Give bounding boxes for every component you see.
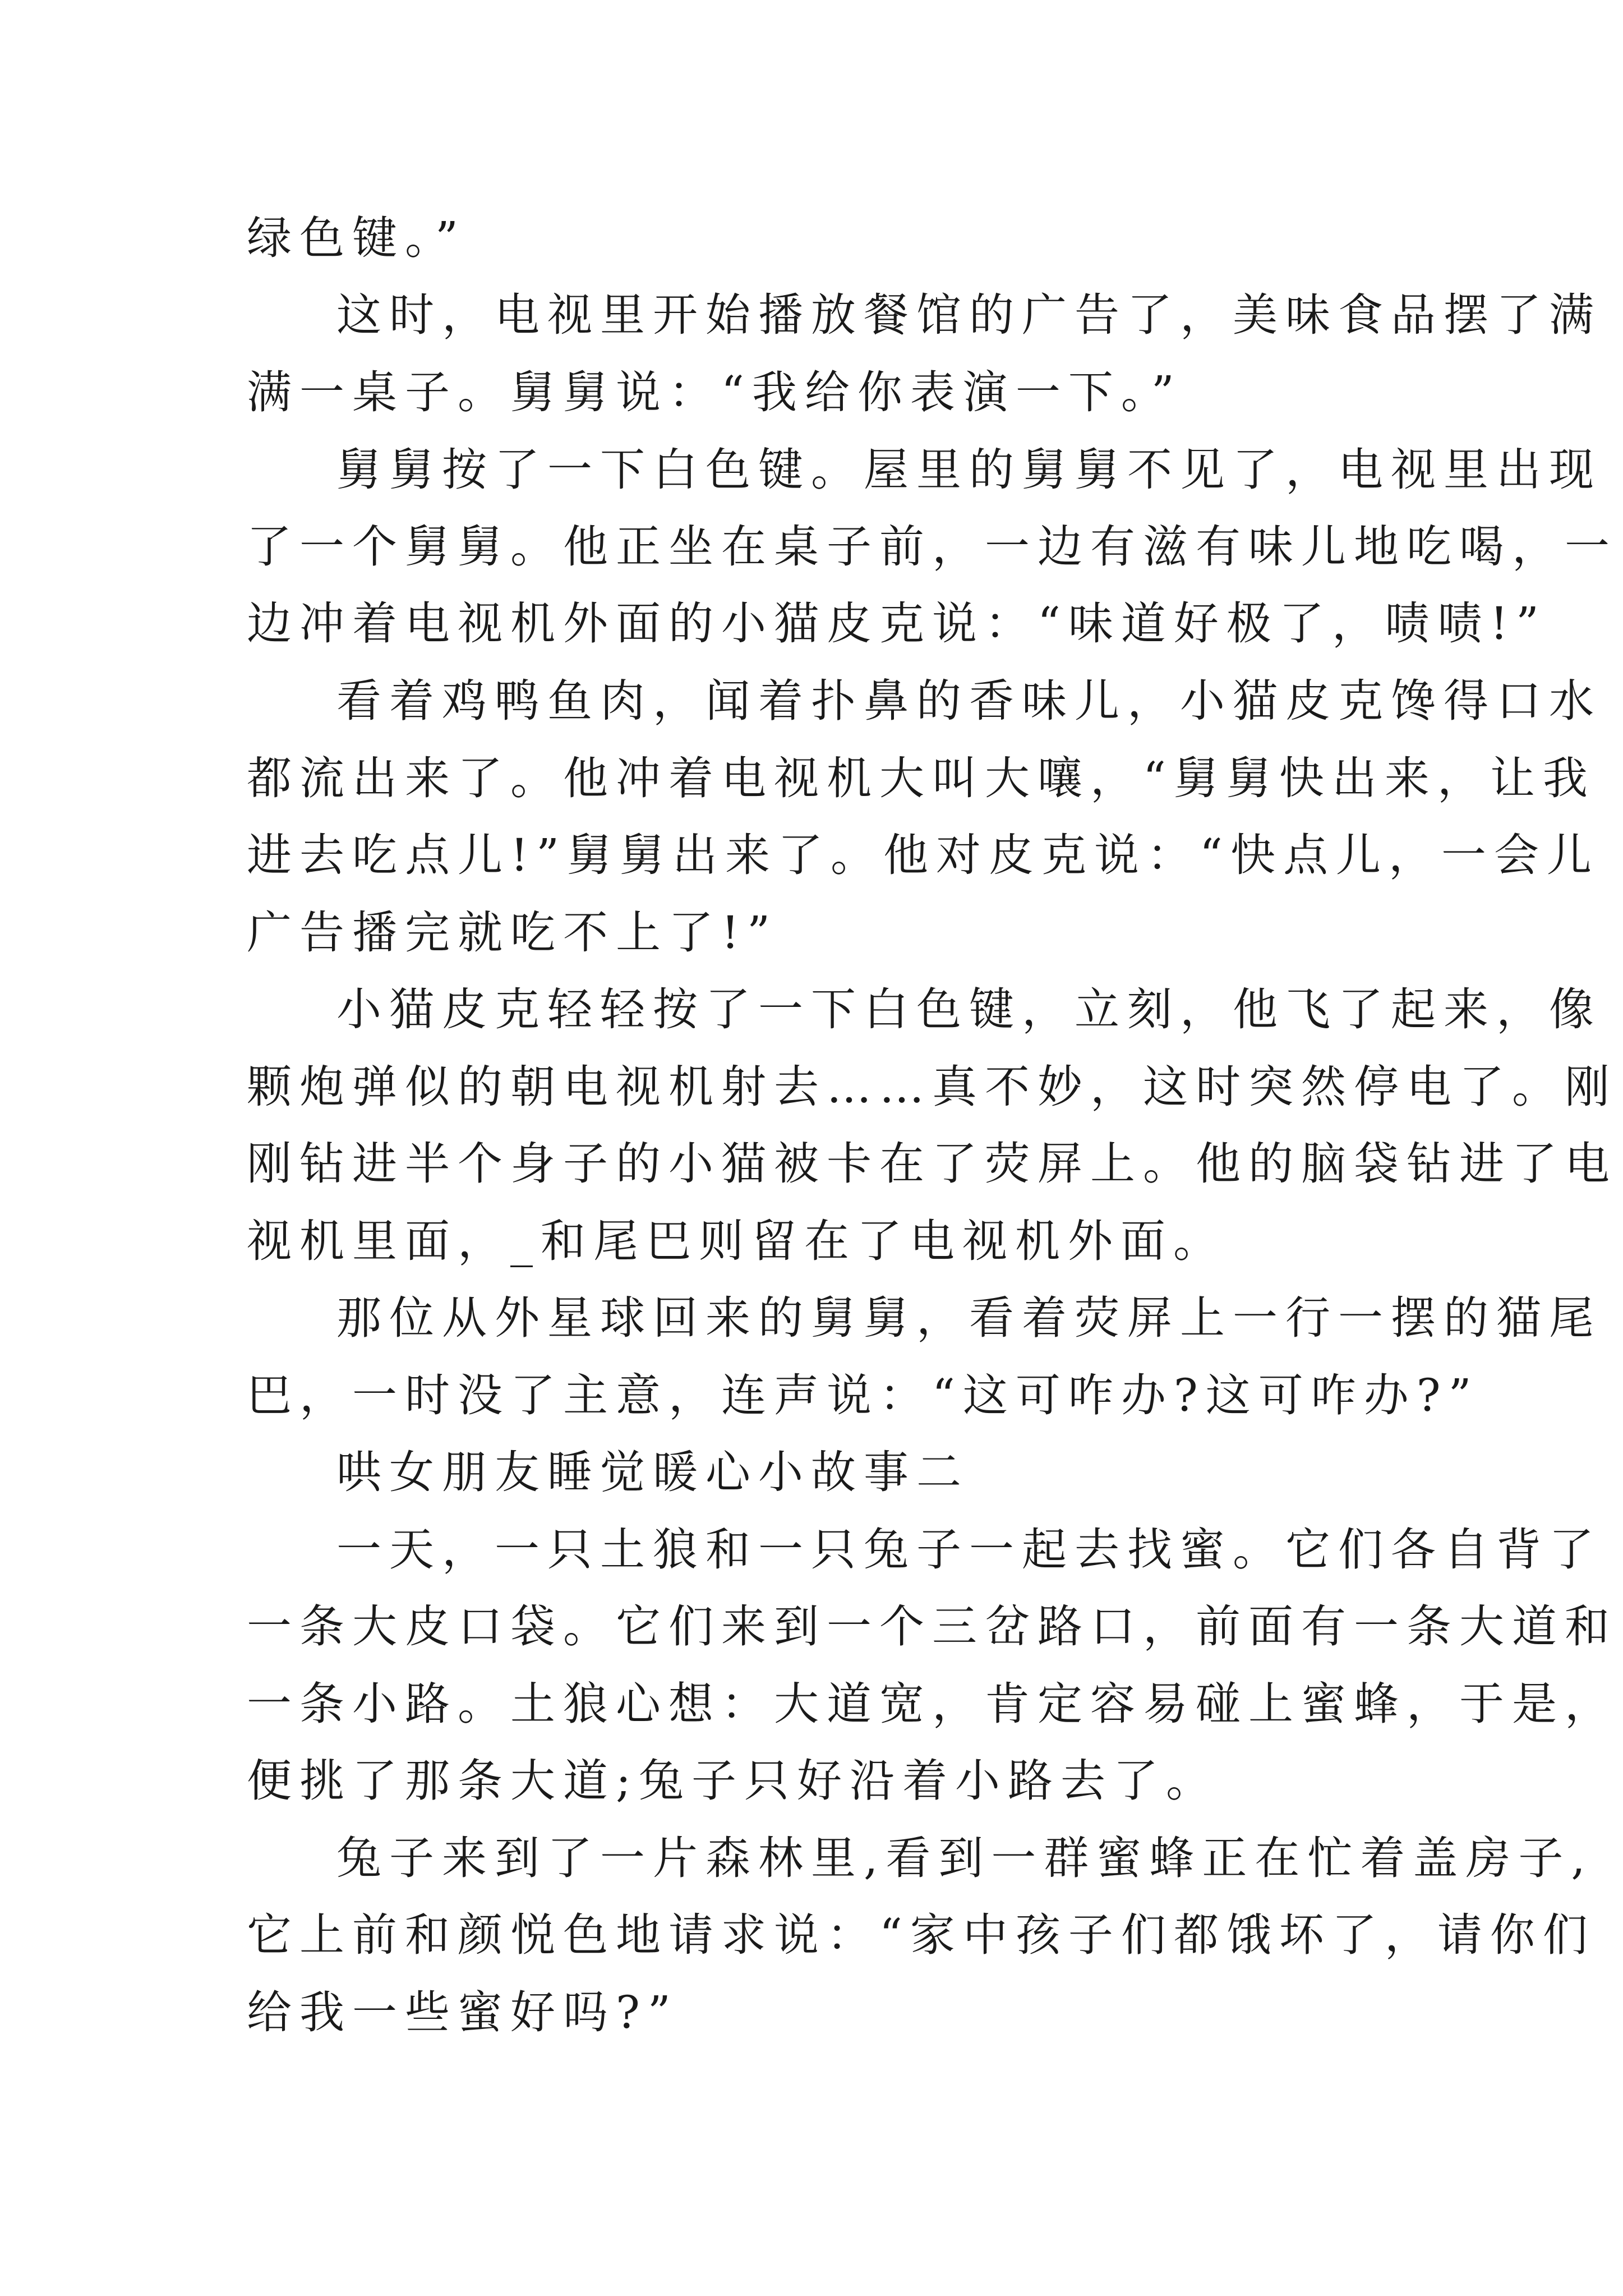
text-line: 给我一些蜜好吗?” [247,1986,679,2039]
text-line: 绿色键。” [247,212,466,264]
section-heading: 哄女朋友睡觉暖心小故事二 [336,1446,969,1498]
text-line: 广告播完就吃不上了!” [247,907,778,959]
text-line: 都流出来了。他冲着电视机大叫大嚷，“舅舅快出来，让我 [247,752,1596,804]
text-line: 兔子来到了一片森林里,看到一群蜜蜂正在忙着盖房子, [336,1832,1593,1884]
text-line: 进去吃点儿!”舅舅出来了。他对皮克说：“快点儿，一会儿 [247,829,1599,881]
text-line: 一条大皮口袋。它们来到一个三岔路口，前面有一条大道和 [247,1600,1617,1653]
text-line: 这时，电视里开始播放餐馆的广告了，美味食品摆了满 [336,289,1602,341]
text-line: 边冲着电视机外面的小猫皮克说：“味道好极了，啧啧!” [247,597,1547,650]
text-line: 颗炮弹似的朝电视机射去……真不妙，这时突然停电了。刚 [247,1061,1617,1113]
text-line: 一条小路。土狼心想：大道宽，肯定容易碰上蜜蜂，于是， [247,1678,1617,1730]
text-line: 便挑了那条大道;兔子只好沿着小路去了。 [247,1755,1219,1807]
text-line: 视机里面，_和尾巴则留在了电视机外面。 [247,1215,1226,1267]
text-line: 小猫皮克轻轻按了一下白色键，立刻，他飞了起来，像 [336,983,1602,1036]
text-line: 那位从外星球回来的舅舅，看着荧屏上一行一摆的猫尾 [336,1292,1602,1344]
text-line: 了一个舅舅。他正坐在桌子前，一边有滋有味儿地吃喝，一 [247,521,1617,573]
text-line: 一天，一只土狼和一只兔子一起去找蜜。它们各自背了 [336,1524,1602,1576]
text-line: 刚钻进半个身子的小猫被卡在了荧屏上。他的脑袋钻进了电 [247,1138,1617,1190]
text-line: 满一桌子。舅舅说：“我给你表演一下。” [247,366,1182,418]
text-line: 它上前和颜悦色地请求说：“家中孩子们都饿坏了，请你们 [247,1909,1596,1961]
text-line: 巴，一时没了主意，连声说：“这可咋办?这可咋办?” [247,1369,1479,1421]
text-line: 看着鸡鸭鱼肉，闻着扑鼻的香味儿，小猫皮克馋得口水 [336,675,1602,727]
text-line: 舅舅按了一下白色键。屋里的舅舅不见了，电视里出现 [336,444,1602,496]
